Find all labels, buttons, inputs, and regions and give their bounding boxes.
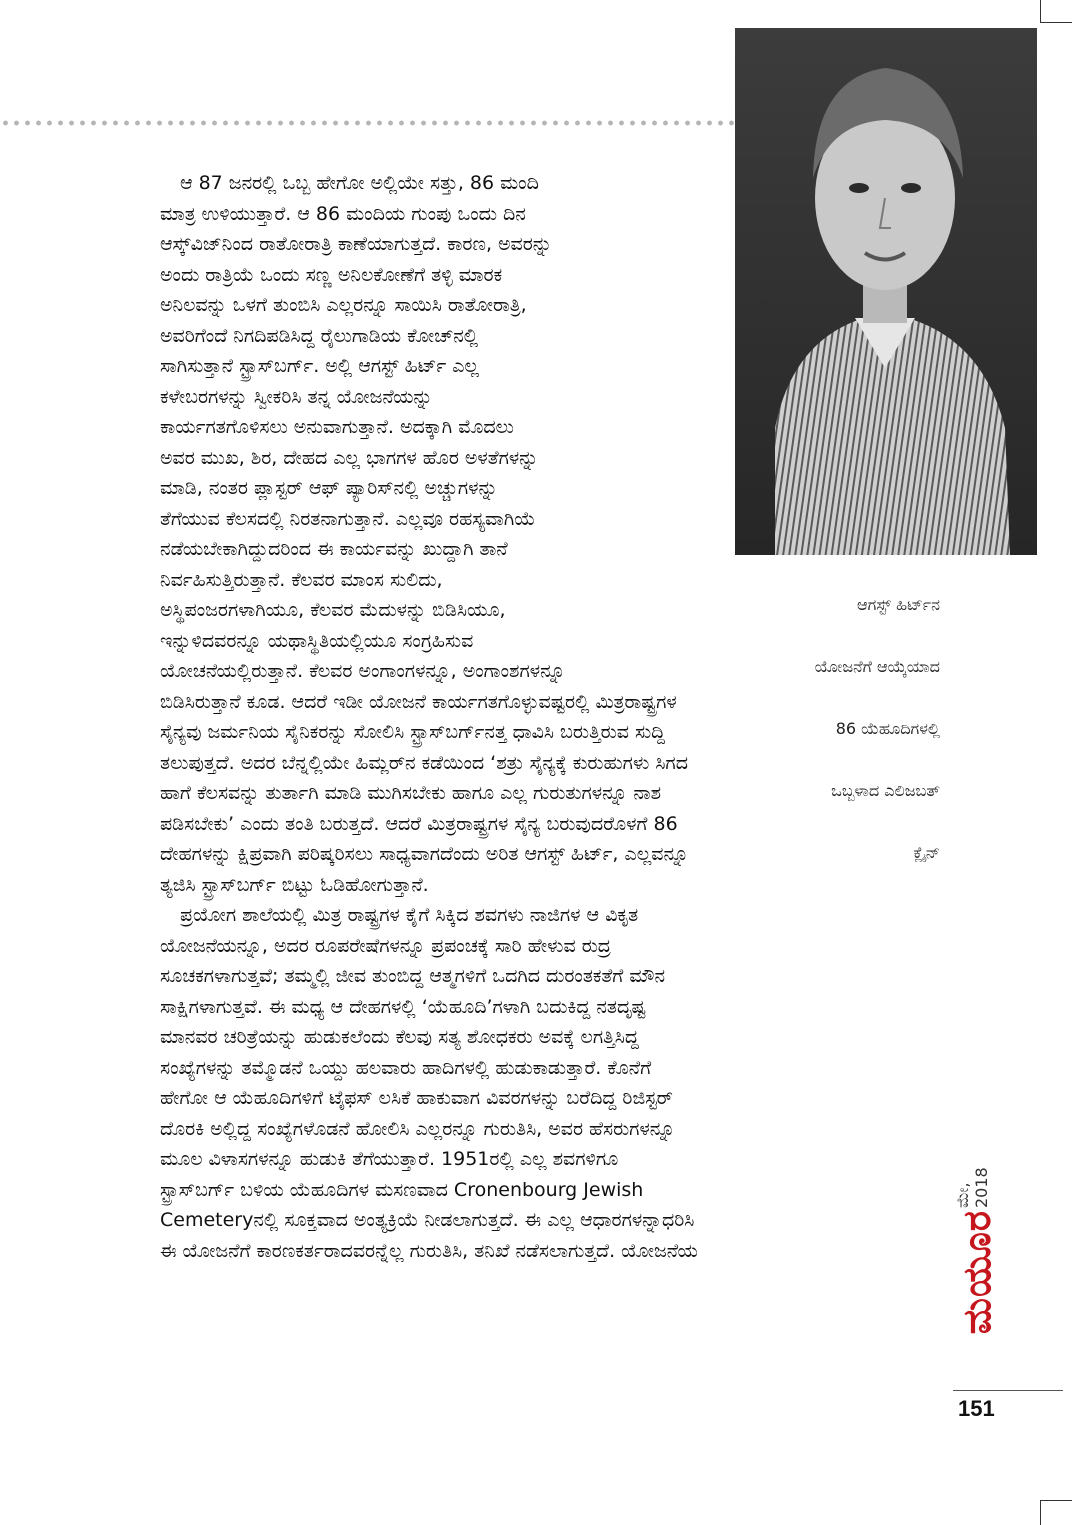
article-line: Cemeteryನಲ್ಲಿ ಸೂಕ್ತವಾದ ಅಂತ್ಯಕ್ರಿಯೆ ನೀಡಲಾಗುತ್ತದೆ. ಈ ಎಲ್ಲ ಆಧಾರಗಳನ್ನಾಧರಿಸಿ bbox=[160, 1209, 695, 1231]
article-line: ದೇಹಗಳನ್ನು ಕ್ಷಿಪ್ರವಾಗಿ ಪರಿಷ್ಕರಿಸಲು ಸಾಧ್ಯವಾಗದೆಂದು ಅರಿತ ಆಗಸ್ಟ್ ಹಿರ್ಟ್, ಎಲ್ಲವನ್ನೂ bbox=[160, 843, 689, 865]
page-number-rule bbox=[953, 1390, 1063, 1391]
crop-mark-top-horizontal bbox=[1040, 22, 1072, 23]
article-line: ಆಸ್ಕ್‌ವಿಜ್‌ನಿಂದ ರಾತೋರಾತ್ರಿ ಕಾಣೆಯಾಗುತ್ತದೆ. ಕಾರಣ, ಅವರನ್ನು bbox=[160, 233, 552, 255]
article-line: ಸ್ಟ್ರಾಸ್‌ಬರ್ಗ್ ಬಳಿಯ ಯೆಹೂದಿಗಳ ಮಸಣವಾದ Cronenbourg Jewish bbox=[160, 1178, 644, 1201]
article-line: ಕಾರ್ಯಗತಗೊಳಿಸಲು ಅನುವಾಗುತ್ತಾನೆ. ಅದಕ್ಕಾಗಿ ಮೊದಲು bbox=[160, 416, 514, 438]
magazine-brand bbox=[953, 1210, 1001, 1380]
article-line: ಆ 87 ಜನರಲ್ಲಿ ಒಬ್ಬ ಹೇಗೋ ಅಲ್ಲಿಯೇ ಸತ್ತು, 86 ಮಂದಿ bbox=[180, 172, 539, 194]
article-line: ಯೋಚನೆಯಲ್ಲಿರುತ್ತಾನೆ. ಕೆಲವರ ಅಂಗಾಂಗಳನ್ನೂ, ಅಂಗಾಂಶಗಳನ್ನೂ bbox=[160, 660, 566, 682]
article-line: ಬಿಡಿಸಿರುತ್ತಾನೆ ಕೂಡ. ಆದರೆ ಇಡೀ ಯೋಜನೆ ಕಾರ್ಯಗತಗೊಳ್ಳುವಷ್ಟರಲ್ಲಿ ಮಿತ್ರರಾಷ್ಟ್ರಗಳ bbox=[160, 690, 677, 713]
article-line: ಮೂಲ ವಿಳಾಸಗಳನ್ನೂ ಹುಡುಕಿ ತೆಗೆಯುತ್ತಾರೆ. 1951ರಲ್ಲಿ ಎಲ್ಲ ಶವಗಳಿಗೂ bbox=[160, 1148, 619, 1170]
article-line: ಕಳೇಬರಗಳನ್ನು ಸ್ವೀಕರಿಸಿ ತನ್ನ ಯೋಜನೆಯನ್ನು bbox=[160, 385, 433, 408]
article-line: ತಲುಪುತ್ತದೆ. ಅದರ ಬೆನ್ನಲ್ಲಿಯೇ ಹಿಮ್ಲರ್‌ನ ಕಡೆಯಿಂದ ‘ಶತ್ರು ಸೈನ್ಯಕ್ಕೆ ಕುರುಹುಗಳು ಸಿಗದ bbox=[160, 751, 688, 774]
article-line: ಸೈನ್ಯವು ಜರ್ಮನಿಯ ಸೈನಿಕರನ್ನು ಸೋಲಿಸಿ ಸ್ಟ್ರಾಸ್‌ಬರ್ಗ್‌ನತ್ತ ಧಾವಿಸಿ ಬರುತ್ತಿರುವ ಸುದ್ದಿ bbox=[160, 721, 666, 743]
article-body bbox=[160, 168, 920, 1266]
article-line: ಸಾಗಿಸುತ್ತಾನೆ ಸ್ಟ್ರಾಸ್‌ಬರ್ಗ್. ಅಲ್ಲಿ ಆಗಸ್ಟ್ ಹಿರ್ಟ್ ಎಲ್ಲ bbox=[160, 355, 479, 377]
article-line: ಮಾತ್ರ ಉಳಿಯುತ್ತಾರೆ. ಆ 86 ಮಂದಿಯ ಗುಂಪು ಒಂದು ದಿನ bbox=[160, 202, 526, 225]
caption-line: ಒಬ್ಬಳಾದ ಎಲಿಜಬತ್ bbox=[831, 781, 940, 800]
brand-logo-text: ಮಯೂರ bbox=[955, 1210, 999, 1335]
article-line: ಅವರ ಮುಖ, ಶಿರ, ದೇಹದ ಎಲ್ಲ ಭಾಗಗಳ ಹೊರ ಅಳತೆಗಳನ್ನು bbox=[160, 446, 539, 469]
article-line: ದೊರಕಿ ಅಲ್ಲಿದ್ದ ಸಂಖ್ಯೆಗಳೊಡನೆ ಹೋಲಿಸಿ ಎಲ್ಲರನ್ನೂ ಗುರುತಿಸಿ, ಅವರ ಹೆಸರುಗಳನ್ನೂ bbox=[160, 1117, 676, 1140]
caption-line: ಕ್ಲೈನ್ bbox=[913, 843, 940, 862]
article-line: ಮಾನವರ ಚರಿತ್ರೆಯನ್ನು ಹುಡುಕಲೆಂದು ಕೆಲವು ಸತ್ಯ ಶೋಧಕರು ಅವಕ್ಕೆ ಲಗತ್ತಿಸಿದ್ದ bbox=[160, 1026, 639, 1048]
crop-mark-bottom-vertical bbox=[1040, 1500, 1041, 1525]
issue-date: ಮೇ, 2018 bbox=[953, 1167, 991, 1208]
article-line: ಅಸ್ಥಿಪಂಜರಗಳಾಗಿಯೂ, ಕೆಲವರ ಮೆದುಳನ್ನು ಬಿಡಿಸಿಯೂ, bbox=[160, 599, 506, 621]
article-line: ಸೂಚಕಗಳಾಗುತ್ತವೆ; ತಮ್ಮಲ್ಲಿ ಜೀವ ತುಂಬಿದ್ದ ಆತ್ಮಗಳಿಗೆ ಒದಗಿದ ದುರಂತಕತೆಗೆ ಮೌನ bbox=[160, 965, 666, 987]
article-line: ತ್ಯಜಿಸಿ ಸ್ಟ್ರಾಸ್‌ಬರ್ಗ್ ಬಿಟ್ಟು ಓಡಿಹೋಗುತ್ತಾನೆ. bbox=[160, 873, 429, 896]
article-line: ಅವರಿಗೆಂದೆ ನಿಗದಿಪಡಿಸಿದ್ದ ರೈಲುಗಾಡಿಯ ಕೋಚ್‌ನಲ್ಲಿ bbox=[160, 324, 479, 347]
article-line: ತೆಗೆಯುವ ಕೆಲಸದಲ್ಲಿ ನಿರತನಾಗುತ್ತಾನೆ. ಎಲ್ಲವೂ ರಹಸ್ಯವಾಗಿಯೆ bbox=[160, 507, 536, 530]
caption-line: ಯೋಜನೆಗೆ ಆಯ್ಕೆಯಾದ bbox=[814, 657, 940, 676]
article-line: ಪಡಿಸಬೇಕು’ ಎಂದು ತಂತಿ ಬರುತ್ತದೆ. ಆದರೆ ಮಿತ್ರರಾಷ್ಟ್ರಗಳ ಸೈನ್ಯ ಬರುವುದರೊಳಗೆ 86 bbox=[160, 812, 678, 835]
article-line: ಇನ್ನುಳಿದವರನ್ನೂ ಯಥಾಸ್ಥಿತಿಯಲ್ಲಿಯೂ ಸಂಗ್ರಹಿಸುವ bbox=[160, 629, 474, 652]
article-line: ಈ ಯೋಜನೆಗೆ ಕಾರಣಕರ್ತರಾದವರನ್ನೆಲ್ಲ ಗುರುತಿಸಿ, ತನಿಖೆ ನಡೆಸಲಾಗುತ್ತದೆ. ಯೋಜನೆಯ bbox=[160, 1239, 698, 1262]
dotted-divider bbox=[0, 118, 735, 128]
article-line: ಪ್ರಯೋಗ ಶಾಲೆಯಲ್ಲಿ ಮಿತ್ರ ರಾಷ್ಟ್ರಗಳ ಕೈಗೆ ಸಿಕ್ಕಿದ ಶವಗಳು ನಾಜಿಗಳ ಆ ವಿಕೃತ bbox=[180, 904, 639, 926]
caption-line: ಆಗಸ್ಟ್ ಹಿರ್ಟ್‌ನ bbox=[857, 595, 940, 614]
article-line: ಸಂಖ್ಯೆಗಳನ್ನು ತಮ್ಮೊಡನೆ ಒಯ್ದು ಹಲವಾರು ಹಾದಿಗಳಲ್ಲಿ ಹುಡುಕಾಡುತ್ತಾರೆ. ಕೊನೆಗೆ bbox=[160, 1056, 652, 1079]
article-line: ಅನಿಲವನ್ನು ಒಳಗೆ ತುಂಬಿಸಿ ಎಲ್ಲರನ್ನೂ ಸಾಯಿಸಿ ರಾತೋರಾತ್ರಿ, bbox=[160, 294, 527, 316]
article-line: ಮಾಡಿ, ನಂತರ ಪ್ಲಾಸ್ಟರ್ ಆಫ್ ಪ್ಯಾರಿಸ್‌ನಲ್ಲಿ ಅಚ್ಚುಗಳನ್ನು bbox=[160, 477, 498, 499]
article-line: ಯೋಜನೆಯನ್ನೂ, ಅದರ ರೂಪರೇಷೆಗಳನ್ನೂ ಪ್ರಪಂಚಕ್ಕೆ ಸಾರಿ ಹೇಳುವ ರುದ್ರ bbox=[160, 934, 611, 957]
article-line: ಸಾಕ್ಷಿಗಳಾಗುತ್ತವೆ. ಈ ಮಧ್ಯ ಆ ದೇಹಗಳಲ್ಲಿ ‘ಯೆಹೂದಿ’ಗಳಾಗಿ ಬದುಕಿದ್ದ ನತದೃಷ್ಟ bbox=[160, 995, 646, 1018]
article-line: ಹೇಗೋ ಆ ಯೆಹೂದಿಗಳಿಗೆ ಟೈಫಸ್ ಲಸಿಕೆ ಹಾಕುವಾಗ ವಿವರಗಳನ್ನು ಬರೆದಿದ್ದ ರಿಜಿಸ್ಟರ್ bbox=[160, 1087, 673, 1109]
article-line: ಅಂದು ರಾತ್ರಿಯೆ ಒಂದು ಸಣ್ಣ ಅನಿಲಕೋಣೆಗೆ ತಳ್ಳಿ ಮಾರಕ bbox=[160, 263, 503, 286]
article-line: ನಿರ್ವಹಿಸುತ್ತಿರುತ್ತಾನೆ. ಕೆಲವರ ಮಾಂಸ ಸುಲಿದು, bbox=[160, 568, 443, 591]
article-line: ಹಾಗೆ ಕೆಲಸವನ್ನು ತುರ್ತಾಗಿ ಮಾಡಿ ಮುಗಿಸಬೇಕು ಹಾಗೂ ಎಲ್ಲ ಗುರುತುಗಳನ್ನೂ ನಾಶ bbox=[160, 782, 662, 804]
page-number: 151 bbox=[958, 1396, 995, 1421]
crop-mark-bottom-horizontal bbox=[1040, 1500, 1072, 1501]
article-line: ನಡೆಯಬೇಕಾಗಿದ್ದುದರಿಂದ ಈ ಕಾರ್ಯವನ್ನು ಖುದ್ದಾಗಿ ತಾನೆ bbox=[160, 538, 508, 560]
crop-mark-top-vertical bbox=[1040, 0, 1041, 22]
caption-line: 86 ಯೆಹೂದಿಗಳಲ್ಲಿ bbox=[835, 719, 940, 738]
